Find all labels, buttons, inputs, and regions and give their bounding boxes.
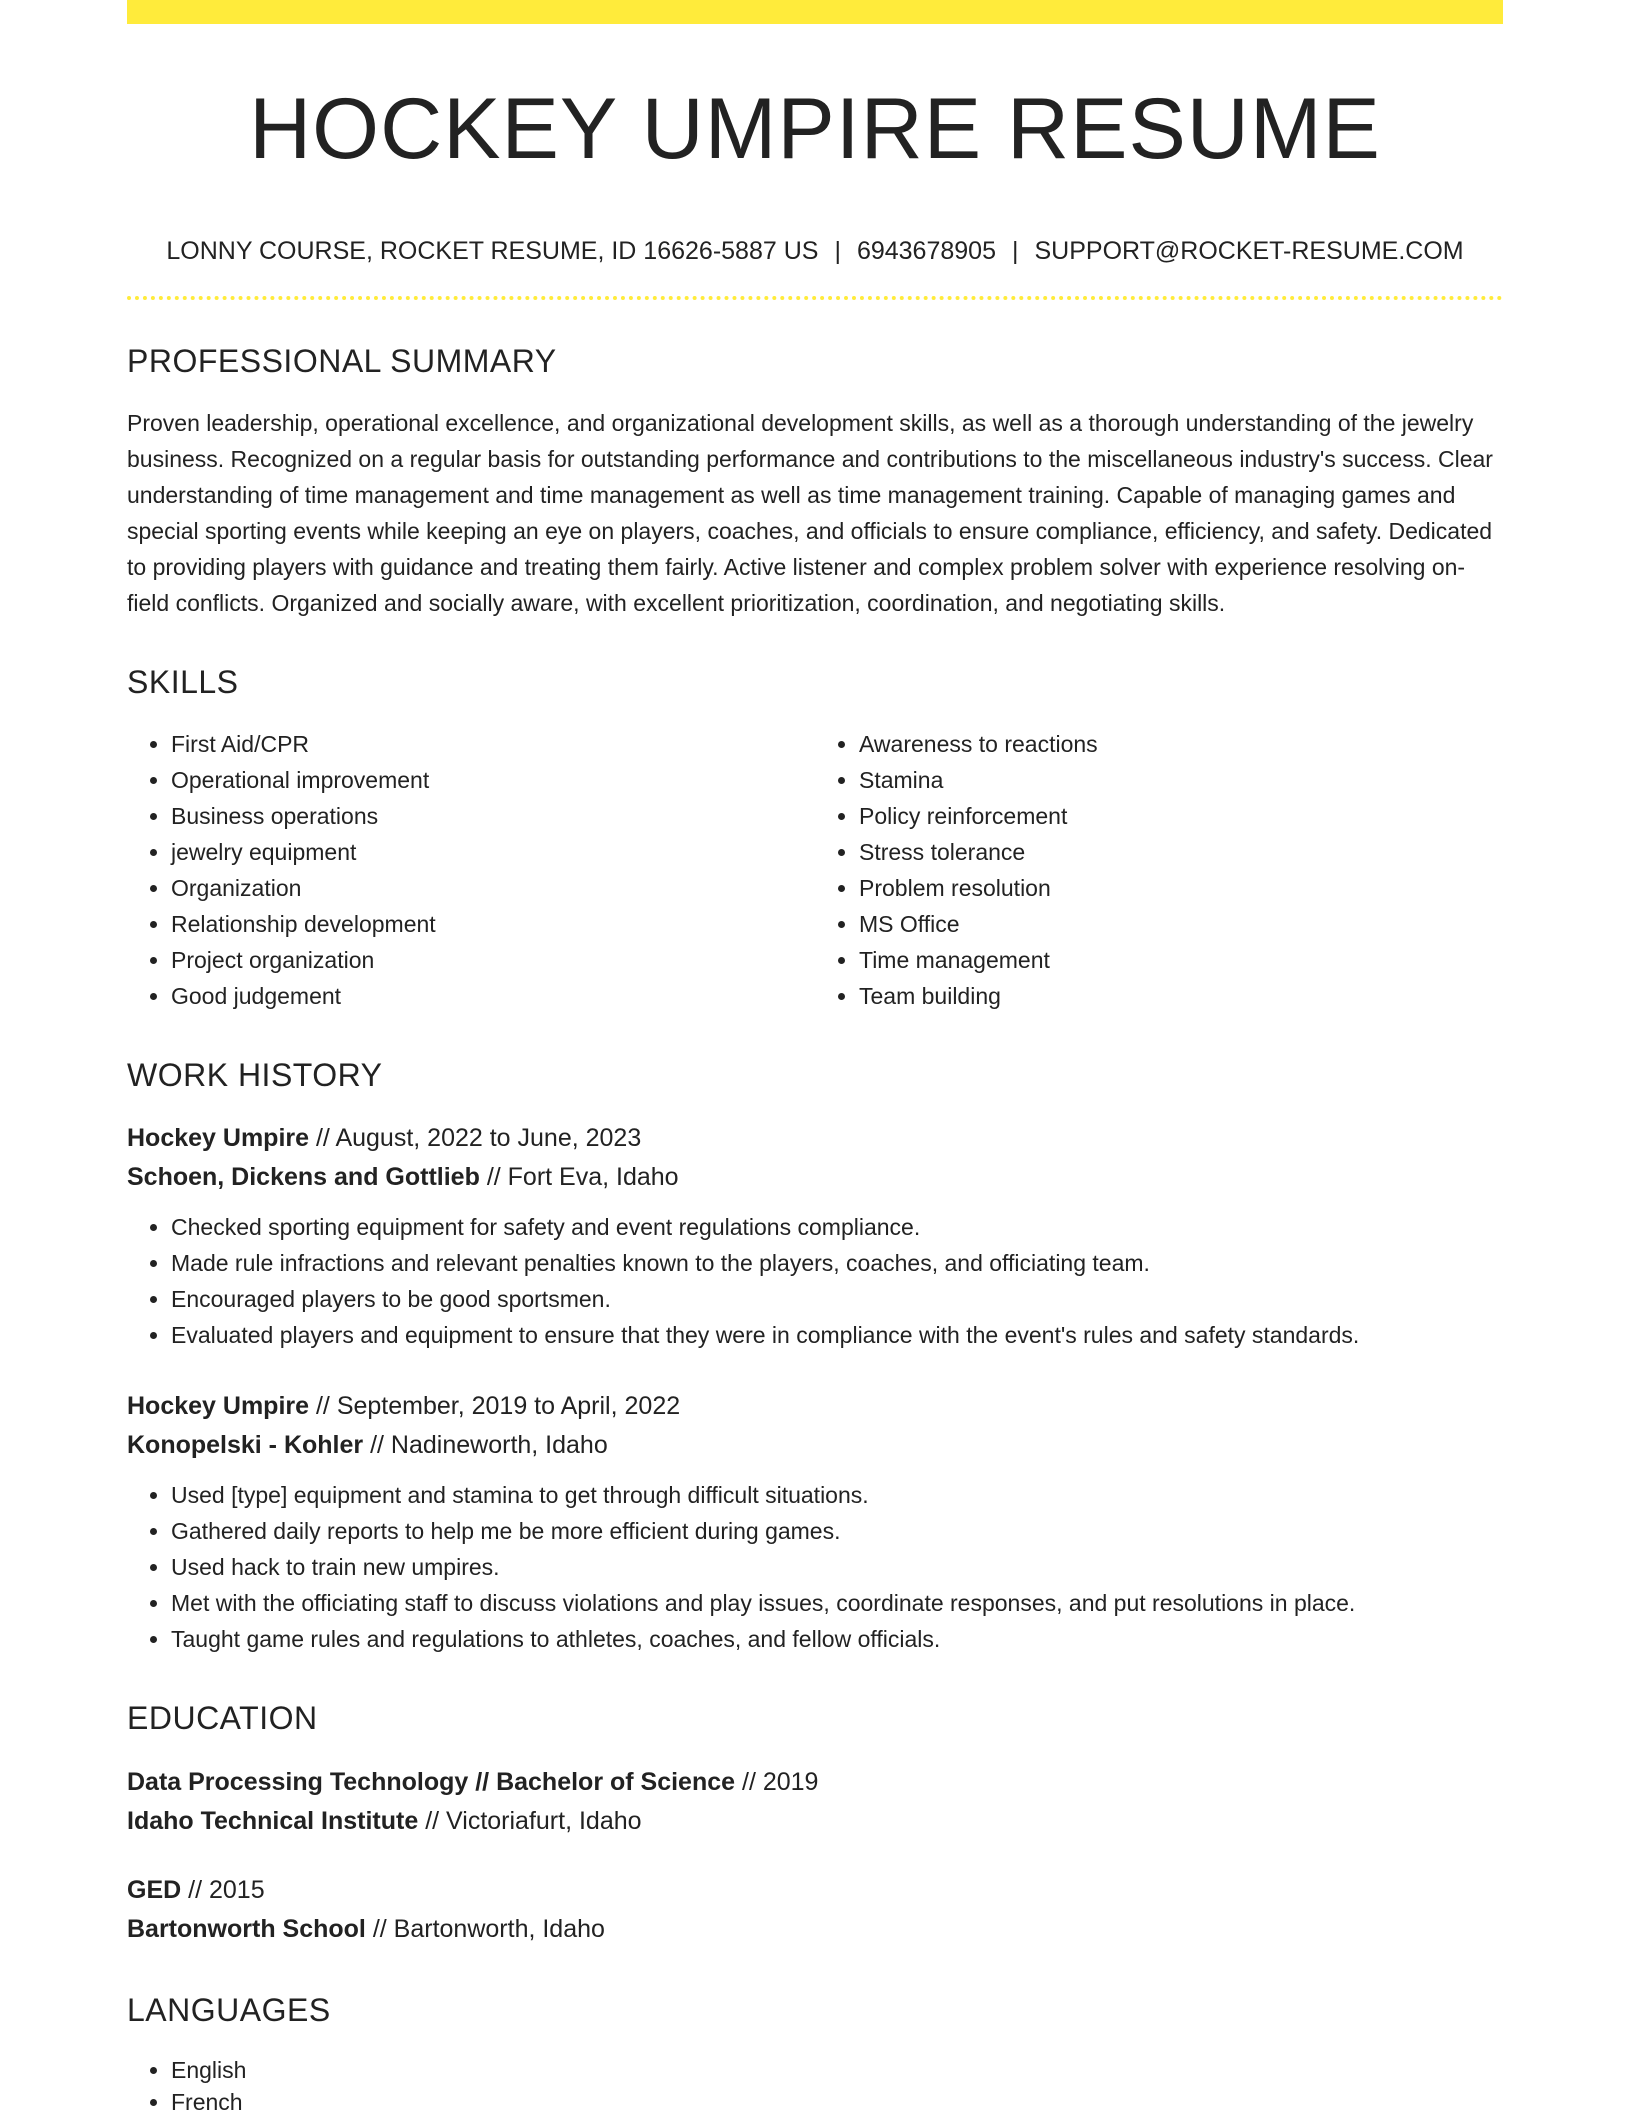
job-title-line xyxy=(127,1387,1503,1426)
education-degree-line xyxy=(127,1763,1503,1802)
skill-item: • Awareness to reactions xyxy=(859,726,1503,762)
skill-item: • Problem resolution xyxy=(859,870,1503,906)
skill-item: • Stamina xyxy=(859,762,1503,798)
contact-line xyxy=(127,237,1503,266)
skill-item: • MS Office xyxy=(859,906,1503,942)
job-bullet: • Evaluated players and equipment to ensure that they were in compliance with the event's rules and safety standards. xyxy=(171,1317,1503,1353)
job-bullet: • Used [type] equipment and stamina to get through difficult situations. xyxy=(171,1477,1503,1513)
job-entry xyxy=(127,1119,1503,1353)
job-bullet: • Taught game rules and regulations to athletes, coaches, and fellow officials. xyxy=(171,1621,1503,1657)
job-bullet: • Used hack to train new umpires. xyxy=(171,1549,1503,1585)
job-company-line xyxy=(127,1158,1503,1197)
contact-address: LONNY COURSE, ROCKET RESUME, ID 16626-5887 US xyxy=(166,236,819,265)
skill-item: • Organization xyxy=(171,870,815,906)
skill-item: • Good judgement xyxy=(171,978,815,1014)
skill-item: • Stress tolerance xyxy=(859,834,1503,870)
skill-item: • Project organization xyxy=(171,942,815,978)
job-bullet: • Gathered daily reports to help me be more efficient during games. xyxy=(171,1513,1503,1549)
job-title: Hockey Umpire xyxy=(127,1392,310,1421)
job-bullet: • Met with the officiating staff to discuss violations and play issues, coordinate responses, and put resolutions in place. xyxy=(171,1585,1503,1621)
education-entry xyxy=(127,1763,1503,1841)
education-location: // Victoriafurt, Idaho xyxy=(425,1806,642,1835)
education-degree-line xyxy=(127,1871,1503,1910)
job-bullet: • Made rule infractions and relevant penalties known to the players, coaches, and officiating team. xyxy=(171,1245,1503,1281)
education-entry xyxy=(127,1871,1503,1949)
resume-content xyxy=(127,24,1503,2118)
education-school: Bartonworth School xyxy=(127,1914,366,1943)
job-title: Hockey Umpire xyxy=(127,1124,310,1153)
job-bullet: • Checked sporting equipment for safety and event regulations compliance. xyxy=(171,1209,1503,1245)
education-school-line xyxy=(127,1910,1503,1949)
education-year: // 2015 xyxy=(188,1875,265,1904)
language-item: • French xyxy=(171,2086,1503,2118)
section-title-work: WORK HISTORY xyxy=(127,1057,383,1094)
skill-item: • Business operations xyxy=(171,798,815,834)
contact-separator: | xyxy=(1011,236,1019,265)
job-bullet: • Encouraged players to be good sportsmen. xyxy=(171,1281,1503,1317)
job-company: Schoen, Dickens and Gottlieb xyxy=(127,1163,480,1192)
section-title-skills: SKILLS xyxy=(127,664,239,701)
resume-title: HOCKEY UMPIRE RESUME xyxy=(249,81,1381,177)
job-location: // Nadineworth, Idaho xyxy=(370,1431,608,1460)
education-location: // Bartonworth, Idaho xyxy=(372,1914,605,1943)
skill-item: • Policy reinforcement xyxy=(859,798,1503,834)
skill-item: • Operational improvement xyxy=(171,762,815,798)
job-dates: // September, 2019 to April, 2022 xyxy=(315,1392,681,1421)
education-degree: Data Processing Technology // Bachelor of Science xyxy=(127,1767,736,1796)
contact-separator: | xyxy=(834,236,841,265)
job-company-line xyxy=(127,1426,1503,1465)
accent-bar xyxy=(127,0,1503,24)
section-title-education: EDUCATION xyxy=(127,1700,318,1737)
contact-phone: 6943678905 xyxy=(856,236,996,265)
skills-list xyxy=(127,726,1503,1014)
skills-column-left xyxy=(127,726,815,1014)
skill-item: • jewelry equipment xyxy=(171,834,815,870)
job-location: // Fort Eva, Idaho xyxy=(486,1163,679,1192)
job-bullets xyxy=(127,1209,1503,1353)
skill-item: • Relationship development xyxy=(171,906,815,942)
education-year: // 2019 xyxy=(742,1767,819,1796)
skill-item: • First Aid/CPR xyxy=(171,726,815,762)
skill-item: • Team building xyxy=(859,978,1503,1014)
skill-item: • Time management xyxy=(859,942,1503,978)
language-item: • English xyxy=(171,2054,1503,2086)
job-bullets xyxy=(127,1477,1503,1657)
languages-list xyxy=(127,2054,1503,2118)
section-title-summary: PROFESSIONAL SUMMARY xyxy=(127,342,557,379)
job-title-line xyxy=(127,1119,1503,1158)
skills-column-right xyxy=(815,726,1503,1014)
job-entry xyxy=(127,1387,1503,1657)
job-company: Konopelski - Kohler xyxy=(127,1431,364,1460)
dotted-divider xyxy=(127,296,1503,300)
section-title-languages: LANGUAGES xyxy=(127,1991,331,2028)
contact-email: SUPPORT@ROCKET-RESUME.COM xyxy=(1034,236,1464,265)
job-dates: // August, 2022 to June, 2023 xyxy=(315,1124,642,1153)
summary-text: Proven leadership, operational excellence, and organizational development skills, as well as a thorough understanding of the jewelry business. Recognized on a regular basis for outstanding performance and contributions to the miscellaneous industry's success. Clear understanding of time management and time management as well as time management training. Capable of managing games and special sporting events while keeping an eye on players, coaches, and officials to ensure compliance, efficiency, and safety. Dedicated to providing players with guidance and treating them fairly. Active listener and complex problem solver with experience resolving on-field conflicts. Organized and socially aware, with excellent prioritization, coordination, and negotiating skills. xyxy=(127,410,1493,617)
education-school-line xyxy=(127,1802,1503,1841)
education-degree: GED xyxy=(127,1875,182,1904)
education-school: Idaho Technical Institute xyxy=(127,1806,419,1835)
